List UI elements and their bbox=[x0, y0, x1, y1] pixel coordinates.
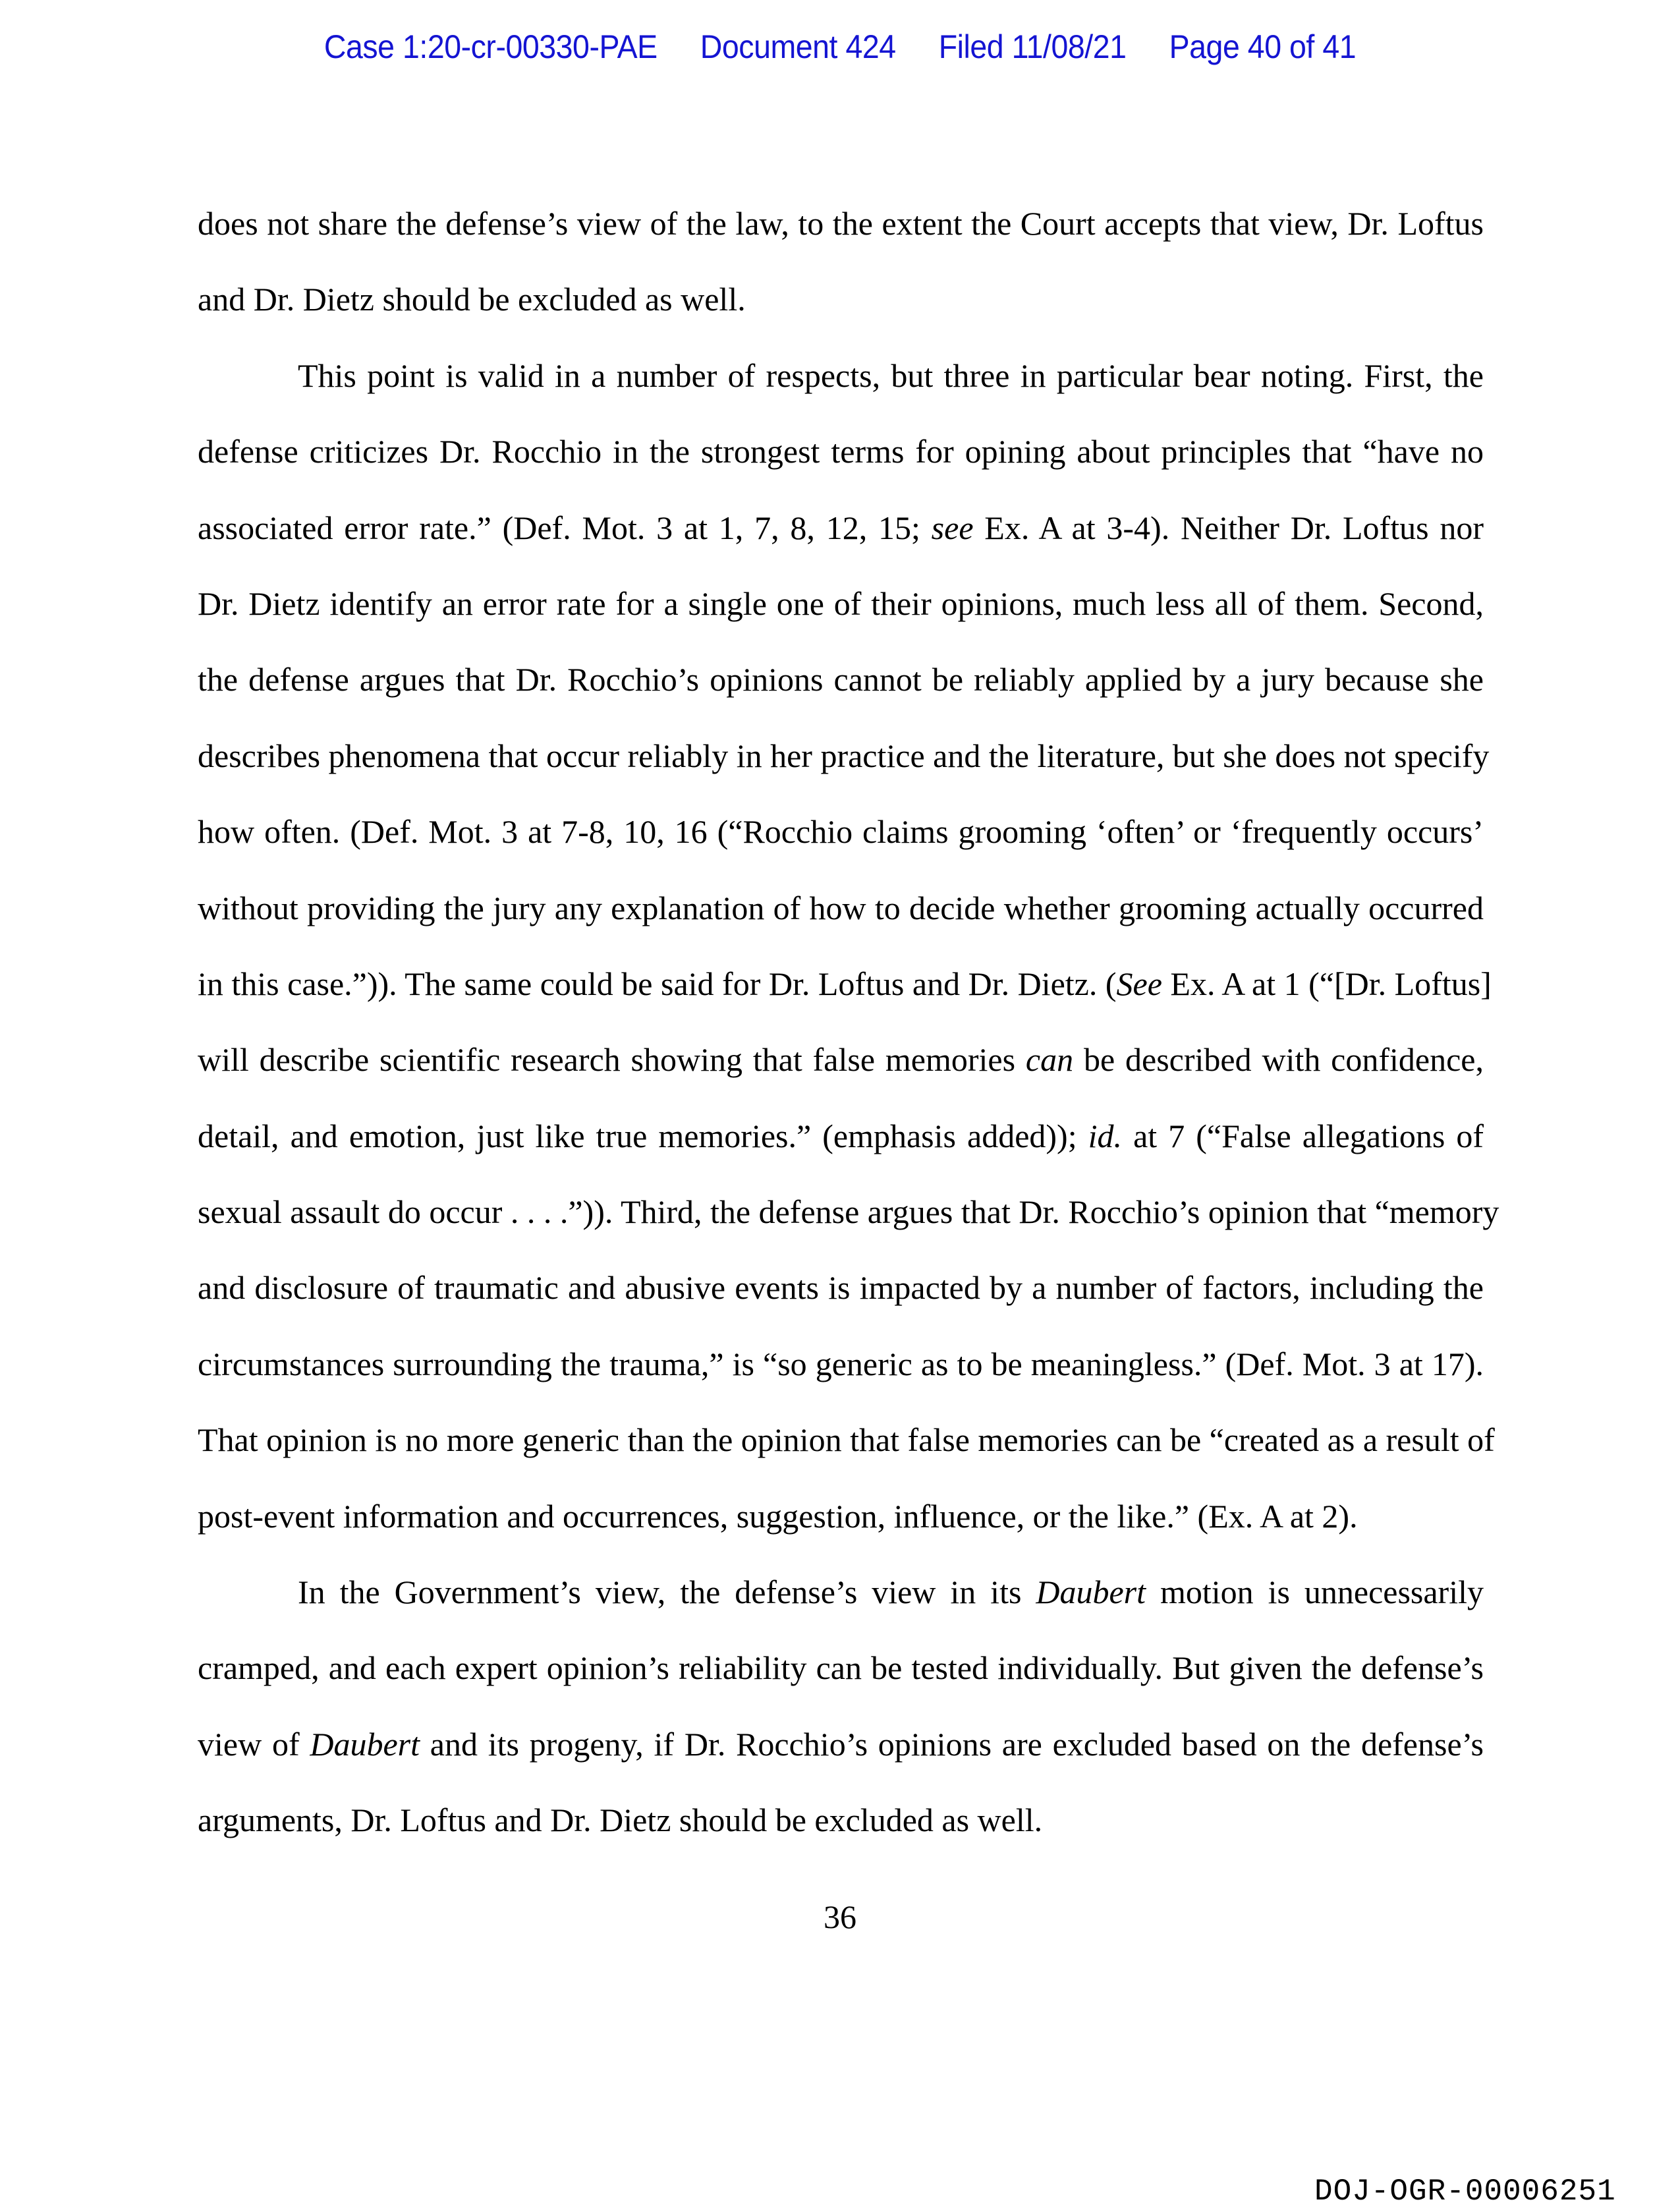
text-line: describes phenomena that occur reliably in her practice and the literature, but she does not specify bbox=[198, 737, 1490, 774]
text-line: cramped, and each expert opinion’s reliability can be tested individually. But given the defense’s bbox=[198, 1649, 1484, 1687]
paragraph-government-view bbox=[198, 1554, 1484, 1859]
paragraph-three-points bbox=[198, 338, 1499, 1554]
case-number: Case 1:20-cr-00330-PAE bbox=[323, 28, 658, 65]
text-line: defense criticizes Dr. Rocchio in the strongest terms for opining about principles that “have no bbox=[198, 433, 1484, 470]
text-line: That opinion is no more generic than the opinion that false memories can be “created as a result of bbox=[198, 1421, 1495, 1459]
text-line: associated error rate.” (Def. Mot. 3 at 1, 7, 8, 12, 15; see Ex. A at 3-4). Neither Dr. Loftus nor bbox=[198, 509, 1484, 546]
text-line: and disclosure of traumatic and abusive events is impacted by a number of factors, including the bbox=[198, 1269, 1484, 1307]
text-line: without providing the jury any explanation of how to decide whether grooming actually occurred bbox=[198, 889, 1484, 926]
text-line: does not share the defense’s view of the law, to the extent the Court accepts that view, Dr. Loftus bbox=[198, 205, 1484, 242]
text-line: arguments, Dr. Loftus and Dr. Dietz should be excluded as well. bbox=[198, 1801, 1043, 1839]
text-line: detail, and emotion, just like true memories.” (emphasis added)); id. at 7 (“False allegations of bbox=[198, 1117, 1484, 1154]
text-line: will describe scientific research showing that false memories can be described with confidence, bbox=[198, 1041, 1484, 1079]
document-number: Document 424 bbox=[700, 28, 896, 65]
document-body bbox=[198, 186, 1499, 1859]
text-line: Dr. Dietz identify an error rate for a single one of their opinions, much less all of them. Second, bbox=[198, 584, 1484, 622]
text-line: view of Daubert and its progeny, if Dr. Rocchio’s opinions are excluded based on the defense’s bbox=[198, 1725, 1484, 1763]
page-indicator: Page 40 of 41 bbox=[1169, 28, 1357, 65]
text-line: circumstances surrounding the trauma,” is “so generic as to be meaningless.” (Def. Mot. 3 at 17). bbox=[198, 1345, 1484, 1382]
text-line: sexual assault do occur . . . .”)). Third, the defense argues that Dr. Rocchio’s opinion that “memory bbox=[198, 1193, 1499, 1231]
text-line: post-event information and occurrences, suggestion, influence, or the like.” (Ex. A at 2). bbox=[198, 1497, 1358, 1535]
ecf-filing-header bbox=[59, 28, 1621, 66]
bates-number: DOJ-OGR-00006251 bbox=[1314, 2174, 1616, 2209]
text-line: This point is valid in a number of respects, but three in particular bear noting. First, the bbox=[298, 356, 1484, 394]
page-number: 36 bbox=[824, 1898, 856, 1935]
text-line: how often. (Def. Mot. 3 at 7-8, 10, 16 (“Rocchio claims grooming ‘often’ or ‘frequently occurs’ bbox=[198, 813, 1484, 851]
text-line: and Dr. Dietz should be excluded as well. bbox=[198, 281, 746, 318]
text-line: in this case.”)). The same could be said for Dr. Loftus and Dr. Dietz. (See Ex. A at 1 (“[Dr. Loftus] bbox=[198, 965, 1492, 1002]
text-line: the defense argues that Dr. Rocchio’s opinions cannot be reliably applied by a jury because she bbox=[198, 661, 1484, 698]
paragraph-continuation bbox=[198, 186, 1484, 338]
text-line: In the Government’s view, the defense’s view in its Daubert motion is unnecessarily bbox=[298, 1574, 1484, 1611]
filed-date: Filed 11/08/21 bbox=[938, 28, 1127, 65]
